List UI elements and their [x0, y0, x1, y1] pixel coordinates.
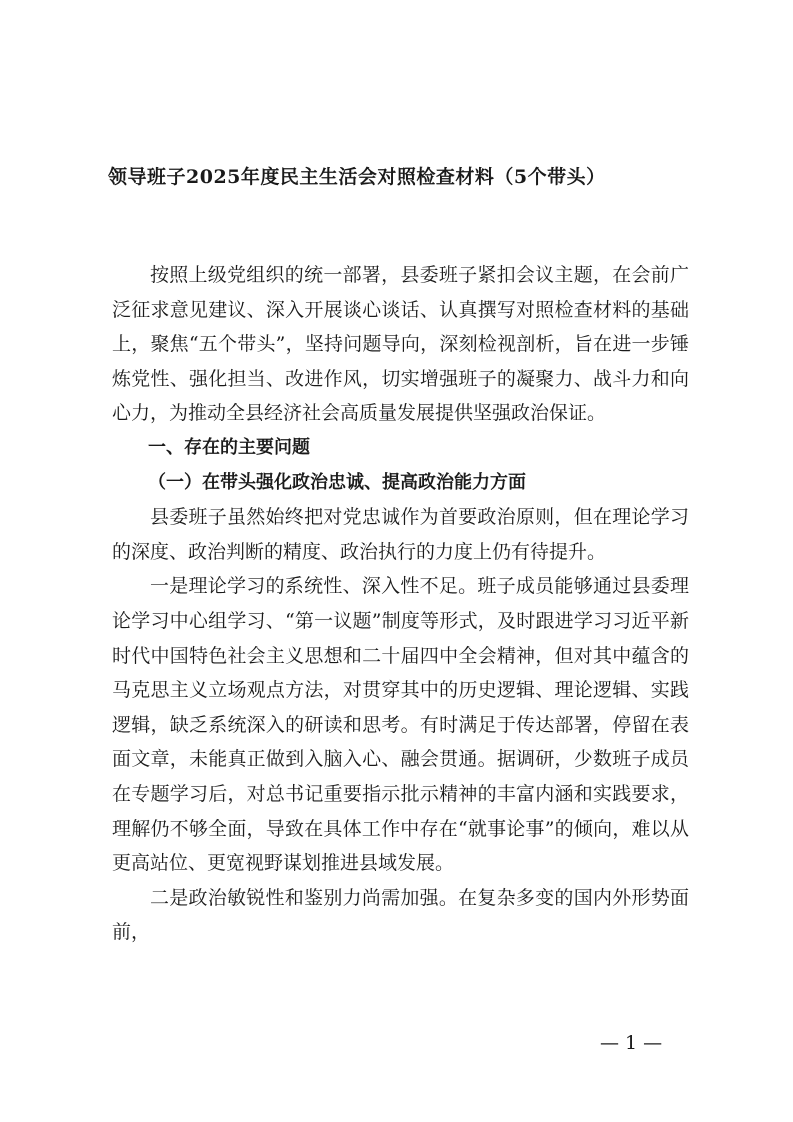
intro-paragraph: 按照上级党组织的统一部署，县委班子紧扣会议主题，在会前广泛征求意见建议、深入开展谈心谈话、认真撰写对照检查材料的基础上，聚焦“五个带头”，坚持问题导向，深刻检视剖析，旨在进一步锤炼党性、强化担当、改进作风，切实增强班子的凝聚力、战斗力和向心力，为推动全县经济社会高质量发展提供坚强政治保证。: [112, 264, 689, 425]
body-paragraph: 一是理论学习的系统性、深入性不足。班子成员能够通过县委理论学习中心组学习、“第一议题”制度等形式，及时跟进学习习近平新时代中国特色社会主义思想和二十届四中全会精神，但对其中蕴含的马克思主义立场观点方法，对贯穿其中的历史逻辑、理论逻辑、实践逻辑，缺乏系统深入的研读和思考。有时满足于传达部署，停留在表面文章，未能真正做到入脑入心、融会贯通。据调研，少数班子成员在专题学习后，对总书记重要指示批示精神的丰富内涵和实践要求，理解仍不够全面，导致在具体工作中存在“就事论事”的倾向，难以从更高站位、更宽视野谋划推进县域发展。: [112, 575, 689, 875]
document-body: [112, 258, 689, 950]
page-number: — 1 —: [600, 1032, 663, 1054]
section-heading: 一、存在的主要问题: [148, 436, 310, 458]
subsection-heading: （一）在带头强化政治忠诚、提高政治能力方面: [148, 471, 526, 493]
body-paragraph: 县委班子虽然始终把对党忠诚作为首要政治原则，但在理论学习的深度、政治判断的精度、政治执行的力度上仍有待提升。: [112, 506, 689, 563]
body-paragraph: 二是政治敏锐性和鉴别力尚需加强。在复杂多变的国内外形势面前，: [112, 886, 689, 944]
document-title: 领导班子2025年度民主生活会对照检查材料（5个带头）: [108, 166, 606, 188]
